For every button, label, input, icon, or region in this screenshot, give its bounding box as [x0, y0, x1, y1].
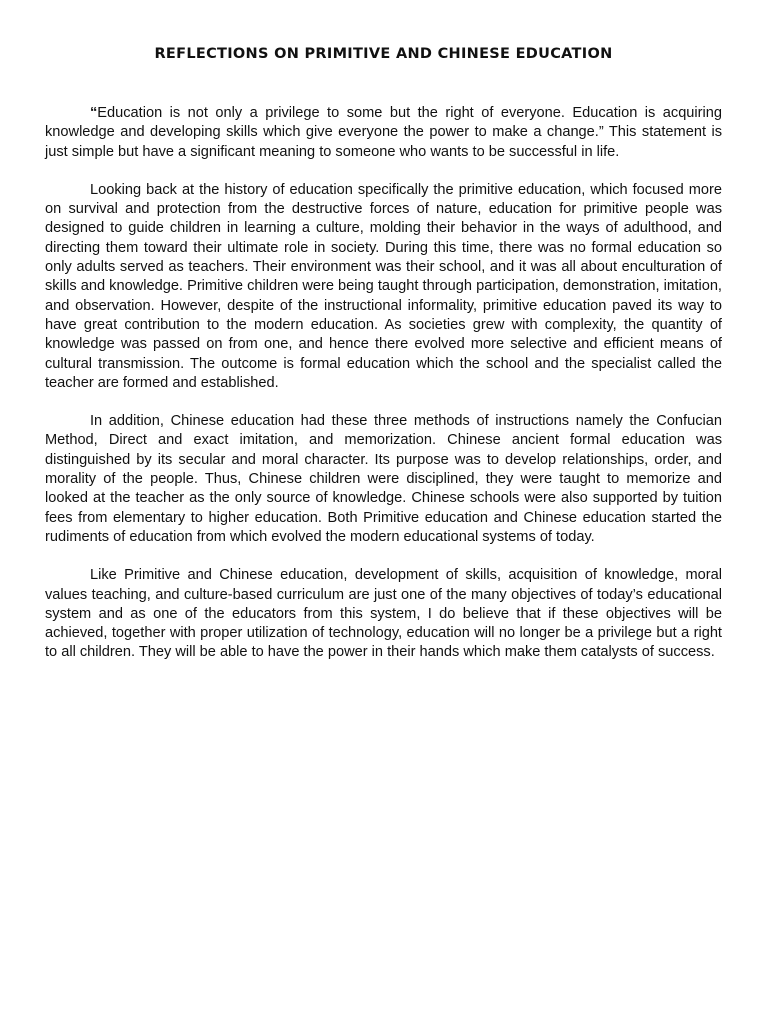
paragraph-text: In addition, Chinese education had these three methods of instructions namely the Confucian Method, Direct and exact imitation, and memorization. Chinese ancient formal education was distinguished by its secular and moral character. Its purpose was to develop relationships, order, and morality of the people. Thus, Chinese children were disciplined, they were taught to memorize and looked at the teacher as the only source of knowledge. Chinese schools were also supported by tuition fees from elementary to higher education. Both Primitive education and Chinese education started the rudiments of education from which evolved the modern educational systems of today. [45, 413, 722, 545]
paragraph-text: Like Primitive and Chinese education, development of skills, acquisition of knowledge, moral values teaching, and culture-based curriculum are just one of the many objectives of today’s educational system and as one of the educators from this system, I do believe that if these objectives will be achieved, together with proper utilization of technology, education will no longer be a privilege but a right to all children. They will be able to have the power in their hands which make them catalysts of success. [45, 567, 722, 661]
paragraph-primitive-education [45, 181, 722, 393]
document-body [45, 104, 722, 663]
paragraph-chinese-education [45, 412, 722, 547]
document-page [45, 0, 722, 682]
paragraph-conclusion [45, 566, 722, 662]
paragraph-text: Looking back at the history of education specifically the primitive education, which focused more on survival and protection from the destructive forces of nature, education for primitive people was designed to guide children in learning a culture, molding their behavior in the ways of adulthood, and directing them toward their ultimate role in society. During this time, there was no formal education so only adults served as teachers. Their environment was their school, and it was all about enculturation of skills and knowledge. Primitive children were being taught through participation, demonstration, imitation, and observation. However, despite of the instructional informality, primitive education paved its way to have great contribution to the modern education. As societies grew with complexity, the quantity of knowledge was passed on from one, and hence there evolved more selective and efficient means of cultural transmission. The outcome is formal education which the school and the specialist called the teacher are formed and established. [45, 181, 722, 391]
document-title: REFLECTIONS ON PRIMITIVE AND CHINESE EDUCATION [154, 46, 613, 62]
paragraph-text: Education is not only a privilege to some but the right of everyone. Education is acquiring knowledge and developing skills which give everyone the power to make a change.” This statement is just simple but have a significant meaning to someone who wants to be successful in life. [45, 105, 722, 160]
paragraph-intro-quote [45, 104, 722, 162]
opening-quote-mark: “ [90, 105, 98, 121]
